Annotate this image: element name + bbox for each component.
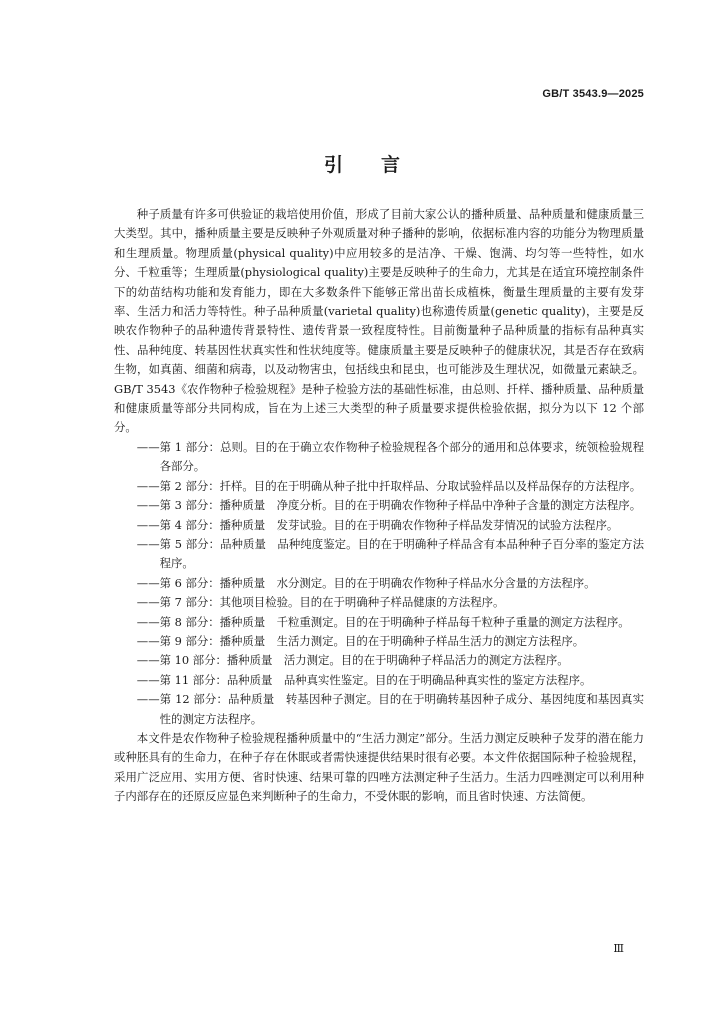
list-item: ——第 3 部分：播种质量 净度分析。目的在于明确农作物种子样品中净种子含量的测定方法程序。 <box>136 498 642 513</box>
page-title: 引言 <box>323 154 438 176</box>
page-number: Ⅲ <box>613 942 624 955</box>
list-item: ——第 8 部分：播种质量 千粒重测定。目的在于明确种子样品每千粒种子重量的测定方法程序。 <box>136 614 630 629</box>
closing-paragraph: 本文件是农作物种子检验规程播种质量中的“生活力测定”部分。生活力测定反映种子发芽的潜在能力或种胚具有的生命力，在种子存在休眠或者需快速提供结果时很有必要。本文件依据国际种子检验规程，采用广泛应用、实用方便、省时快速、结果可靠的四唑方法测定种子生活力。生活力四唑测定可以利用种子内部存在的还原反应显色来判断种子的生命力，不受休眠的影响，而且省时快速、方法简便。 <box>114 730 644 804</box>
list-item: ——第 9 部分：播种质量 生活力测定。目的在于明确种子样品生活力的测定方法程序。 <box>136 633 585 648</box>
list-item: ——第 6 部分：播种质量 水分测定。目的在于明确农作物种子样品水分含量的方法程序。 <box>136 575 596 590</box>
list-item: ——第 7 部分：其他项目检验。目的在于明确种子样品健康的方法程序。 <box>136 595 505 610</box>
list-item: ——第 5 部分：品种质量 品种纯度鉴定。目的在于明确种子样品含有本品种种子百分率的鉴定方法程序。 <box>136 536 644 571</box>
list-item: ——第 1 部分：总则。目的在于确立农作物种子检验规程各个部分的通用和总体要求，统领检验规程各部分。 <box>136 439 644 474</box>
list-item: ——第 2 部分：扦样。目的在于明确从种子批中扦取样品、分取试验样品以及样品保存的方法程序。 <box>136 478 642 493</box>
intro-paragraph: 种子质量有许多可供验证的栽培使用价值，形成了目前大家公认的播种质量、品种质量和健康质量三大类型。其中，播种质量主要是反映种子外观质量对种子播种的影响，依据标准内容的功能分为物理质量和生理质量。物理质量(physical quality)中应用较多的是洁净、干燥、饱满、均匀等一些特性，如水分、千粒重等；生理质量(physiological quality)主要是反映种子的生命力，尤其是在适宜环境控制条件下的幼苗结构功能和发育能力，即在大多数条件下能够正常出苗长成植株，衡量生理质量的主要有发芽率、生活力和活力等特性。种子品种质量(varietal quality)也称遗传质量(genetic quality)，主要是反映农作物种子的品种遗传背景特性、遗传背景一致程度特性。目前衡量种子品种质量的指标有品种真实性、品种纯度、转基因性状真实性和性状纯度等。健康质量主要是反映种子的健康状况，其是否存在致病生物，如真菌、细菌和病毒，以及动物害虫，包括线虫和昆虫，也可能涉及生理状况，如微量元素缺乏。GB/T 3543《农作物种子检验规程》是种子检验方法的基础性标准，由总则、扦样、播种质量、品种质量和健康质量等部分共同构成，旨在为上述三大类型的种子质量要求提供检验依据，拟分为以下 12 个部分。 <box>114 207 644 435</box>
list-item: ——第 10 部分：播种质量 活力测定。目的在于明确种子样品活力的测定方法程序。 <box>136 653 569 668</box>
list-item: ——第 12 部分：品种质量 转基因种子测定。目的在于明确转基因种子成分、基因纯度和基因真实性的测定方法程序。 <box>136 692 644 726</box>
standard-code: GB/T 3543.9—2025 <box>542 88 644 100</box>
list-item: ——第 11 部分：品种质量 品种真实性鉴定。目的在于明确品种真实性的鉴定方法程序。 <box>136 672 592 687</box>
main-content <box>114 205 644 807</box>
list-item: ——第 4 部分：播种质量 发芽试验。目的在于明确农作物种子样品发芽情况的试验方法程序。 <box>136 517 619 532</box>
parts-list <box>114 438 644 729</box>
